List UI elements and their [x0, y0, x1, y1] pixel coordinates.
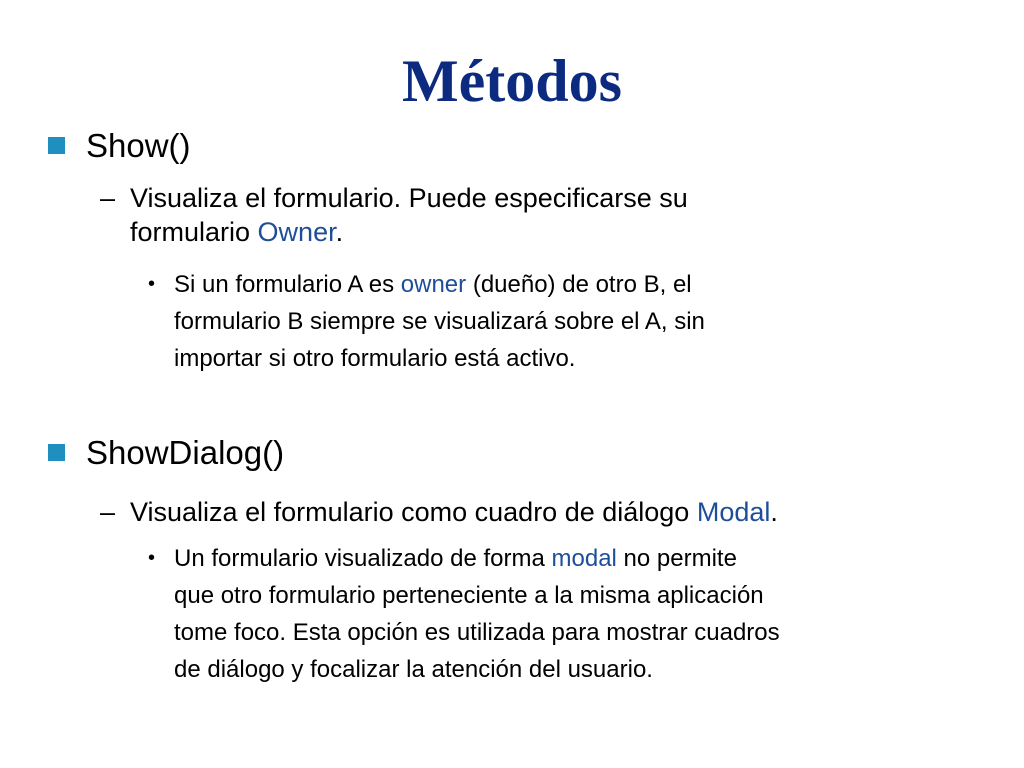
show-desc-line1: Visualiza el formulario. Puede especificarse su [130, 183, 688, 213]
bullet-showdialog-heading: ShowDialog() [86, 434, 285, 471]
modal-highlight: Modal [696, 497, 771, 527]
showdialog-sub-text [174, 540, 974, 688]
owner-highlight: Owner [257, 217, 336, 247]
square-bullet-icon [48, 444, 65, 461]
showdialog-sub-line4: de diálogo y focalizar la atención del usuario. [174, 656, 653, 683]
show-sub-line2: formulario B siempre se visualizará sobre el A, sin [174, 308, 705, 335]
showdialog-sub-line3: tome foco. Esta opción es utilizada para mostrar cuadros [174, 619, 780, 646]
square-bullet-icon [48, 137, 65, 154]
show-description-text [130, 181, 930, 249]
show-sub-line3: importar si otro formulario está activo. [174, 345, 576, 372]
dot-bullet: • [148, 273, 156, 295]
bullet-show-heading: Show() [86, 127, 191, 164]
dash-bullet: – [100, 183, 116, 213]
owner-lower-highlight: owner [400, 271, 467, 298]
showdialog-sub-line2: que otro formulario perteneciente a la misma aplicación [174, 582, 764, 609]
dot-bullet: • [148, 547, 156, 569]
show-desc-line2: formulario Owner. [130, 217, 344, 247]
dash-bullet: – [100, 497, 116, 527]
show-sub-line1: Si un formulario A es owner (dueño) de otro B, el [174, 271, 692, 298]
modal-lower-highlight: modal [551, 545, 617, 572]
show-sub-text [174, 266, 974, 377]
showdialog-sub-line1: Un formulario visualizado de forma modal no permite [174, 545, 737, 572]
showdialog-description-text: Visualiza el formulario como cuadro de diálogo Modal. [130, 497, 778, 527]
slide-title: Métodos [402, 48, 622, 114]
